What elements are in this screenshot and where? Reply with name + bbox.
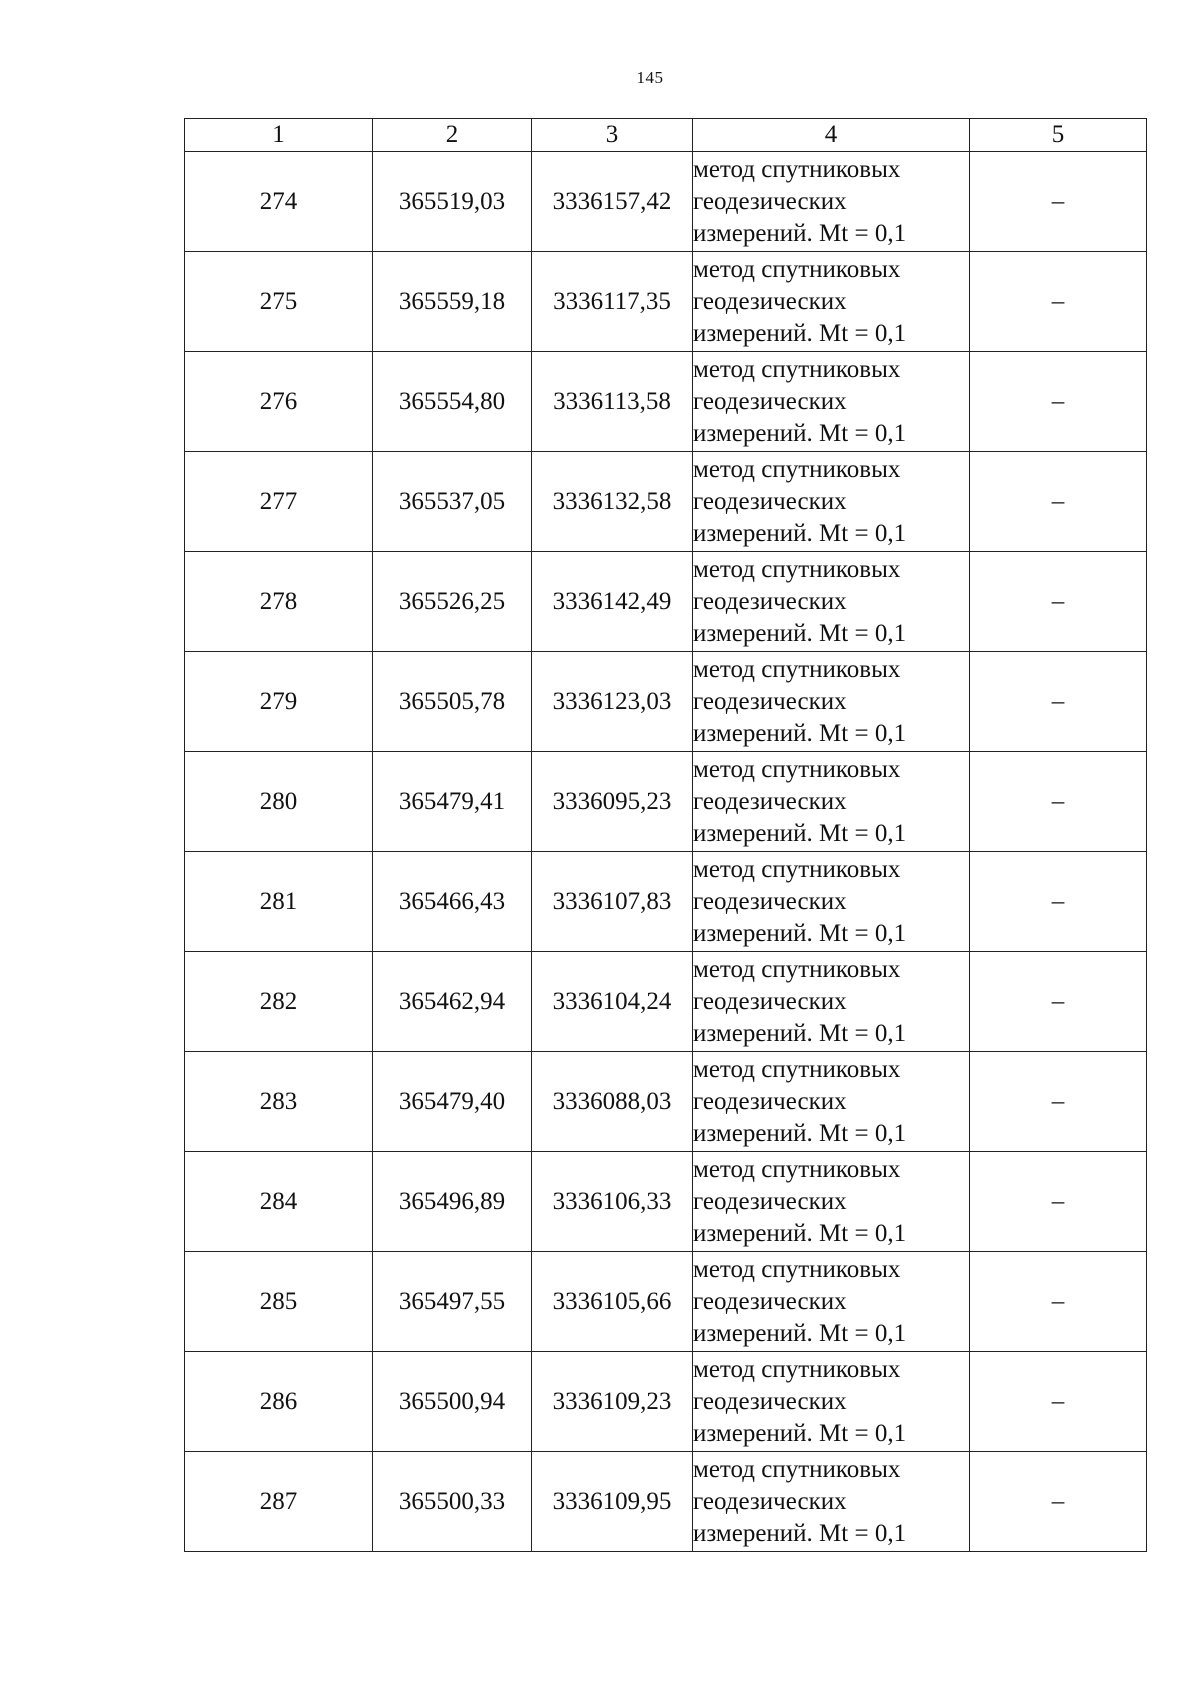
method-cell: метод спутниковых геодезических измерений. Mt = 0,1 xyxy=(693,552,970,652)
point-number-cell: 282 xyxy=(185,952,373,1052)
point-number-cell: 284 xyxy=(185,1152,373,1252)
note-cell: – xyxy=(970,452,1147,552)
y-coordinate-cell: 3336157,42 xyxy=(532,152,693,252)
note-cell: – xyxy=(970,1352,1147,1452)
x-coordinate-cell: 365466,43 xyxy=(373,852,532,952)
table-row xyxy=(185,352,1147,452)
method-cell: метод спутниковых геодезических измерений. Mt = 0,1 xyxy=(693,752,970,852)
note-cell: – xyxy=(970,952,1147,1052)
note-cell: – xyxy=(970,1252,1147,1352)
method-cell: метод спутниковых геодезических измерений. Mt = 0,1 xyxy=(693,1252,970,1352)
y-coordinate-cell: 3336105,66 xyxy=(532,1252,693,1352)
method-cell: метод спутниковых геодезических измерений. Mt = 0,1 xyxy=(693,1452,970,1552)
column-header-5: 5 xyxy=(970,119,1147,152)
note-cell: – xyxy=(970,1152,1147,1252)
x-coordinate-cell: 365497,55 xyxy=(373,1252,532,1352)
y-coordinate-cell: 3336142,49 xyxy=(532,552,693,652)
note-cell: – xyxy=(970,352,1147,452)
method-cell: метод спутниковых геодезических измерений. Mt = 0,1 xyxy=(693,852,970,952)
point-number-cell: 276 xyxy=(185,352,373,452)
table-row xyxy=(185,452,1147,552)
y-coordinate-cell: 3336113,58 xyxy=(532,352,693,452)
point-number-cell: 280 xyxy=(185,752,373,852)
table-row xyxy=(185,852,1147,952)
table-header-row xyxy=(185,119,1147,152)
point-number-cell: 278 xyxy=(185,552,373,652)
table-row xyxy=(185,1352,1147,1452)
table-body xyxy=(185,152,1147,1552)
table-row xyxy=(185,1152,1147,1252)
method-cell: метод спутниковых геодезических измерений. Mt = 0,1 xyxy=(693,252,970,352)
note-cell: – xyxy=(970,552,1147,652)
y-coordinate-cell: 3336123,03 xyxy=(532,652,693,752)
table-row xyxy=(185,752,1147,852)
x-coordinate-cell: 365462,94 xyxy=(373,952,532,1052)
table-row xyxy=(185,952,1147,1052)
table-row xyxy=(185,1052,1147,1152)
note-cell: – xyxy=(970,752,1147,852)
method-cell: метод спутниковых геодезических измерений. Mt = 0,1 xyxy=(693,1352,970,1452)
table-row xyxy=(185,252,1147,352)
y-coordinate-cell: 3336117,35 xyxy=(532,252,693,352)
y-coordinate-cell: 3336132,58 xyxy=(532,452,693,552)
x-coordinate-cell: 365526,25 xyxy=(373,552,532,652)
y-coordinate-cell: 3336095,23 xyxy=(532,752,693,852)
x-coordinate-cell: 365505,78 xyxy=(373,652,532,752)
note-cell: – xyxy=(970,852,1147,952)
x-coordinate-cell: 365500,33 xyxy=(373,1452,532,1552)
column-header-2: 2 xyxy=(373,119,532,152)
note-cell: – xyxy=(970,652,1147,752)
y-coordinate-cell: 3336106,33 xyxy=(532,1152,693,1252)
method-cell: метод спутниковых геодезических измерений. Mt = 0,1 xyxy=(693,152,970,252)
point-number-cell: 279 xyxy=(185,652,373,752)
column-header-3: 3 xyxy=(532,119,693,152)
x-coordinate-cell: 365479,41 xyxy=(373,752,532,852)
x-coordinate-cell: 365479,40 xyxy=(373,1052,532,1152)
x-coordinate-cell: 365496,89 xyxy=(373,1152,532,1252)
y-coordinate-cell: 3336109,23 xyxy=(532,1352,693,1452)
y-coordinate-cell: 3336109,95 xyxy=(532,1452,693,1552)
point-number-cell: 286 xyxy=(185,1352,373,1452)
x-coordinate-cell: 365559,18 xyxy=(373,252,532,352)
point-number-cell: 287 xyxy=(185,1452,373,1552)
method-cell: метод спутниковых геодезических измерений. Mt = 0,1 xyxy=(693,352,970,452)
note-cell: – xyxy=(970,252,1147,352)
point-number-cell: 283 xyxy=(185,1052,373,1152)
y-coordinate-cell: 3336104,24 xyxy=(532,952,693,1052)
page-number: 145 xyxy=(636,68,664,87)
coordinates-table xyxy=(184,118,1147,1552)
x-coordinate-cell: 365537,05 xyxy=(373,452,532,552)
column-header-1: 1 xyxy=(185,119,373,152)
method-cell: метод спутниковых геодезических измерений. Mt = 0,1 xyxy=(693,952,970,1052)
note-cell: – xyxy=(970,152,1147,252)
method-cell: метод спутниковых геодезических измерений. Mt = 0,1 xyxy=(693,452,970,552)
table-row xyxy=(185,552,1147,652)
note-cell: – xyxy=(970,1052,1147,1152)
method-cell: метод спутниковых геодезических измерений. Mt = 0,1 xyxy=(693,1052,970,1152)
x-coordinate-cell: 365519,03 xyxy=(373,152,532,252)
point-number-cell: 285 xyxy=(185,1252,373,1352)
point-number-cell: 277 xyxy=(185,452,373,552)
method-cell: метод спутниковых геодезических измерений. Mt = 0,1 xyxy=(693,652,970,752)
table-row xyxy=(185,1252,1147,1352)
table-row xyxy=(185,1452,1147,1552)
point-number-cell: 281 xyxy=(185,852,373,952)
method-cell: метод спутниковых геодезических измерений. Mt = 0,1 xyxy=(693,1152,970,1252)
y-coordinate-cell: 3336107,83 xyxy=(532,852,693,952)
column-header-4: 4 xyxy=(693,119,970,152)
point-number-cell: 275 xyxy=(185,252,373,352)
table-row xyxy=(185,152,1147,252)
point-number-cell: 274 xyxy=(185,152,373,252)
x-coordinate-cell: 365554,80 xyxy=(373,352,532,452)
table-row xyxy=(185,652,1147,752)
note-cell: – xyxy=(970,1452,1147,1552)
y-coordinate-cell: 3336088,03 xyxy=(532,1052,693,1152)
x-coordinate-cell: 365500,94 xyxy=(373,1352,532,1452)
